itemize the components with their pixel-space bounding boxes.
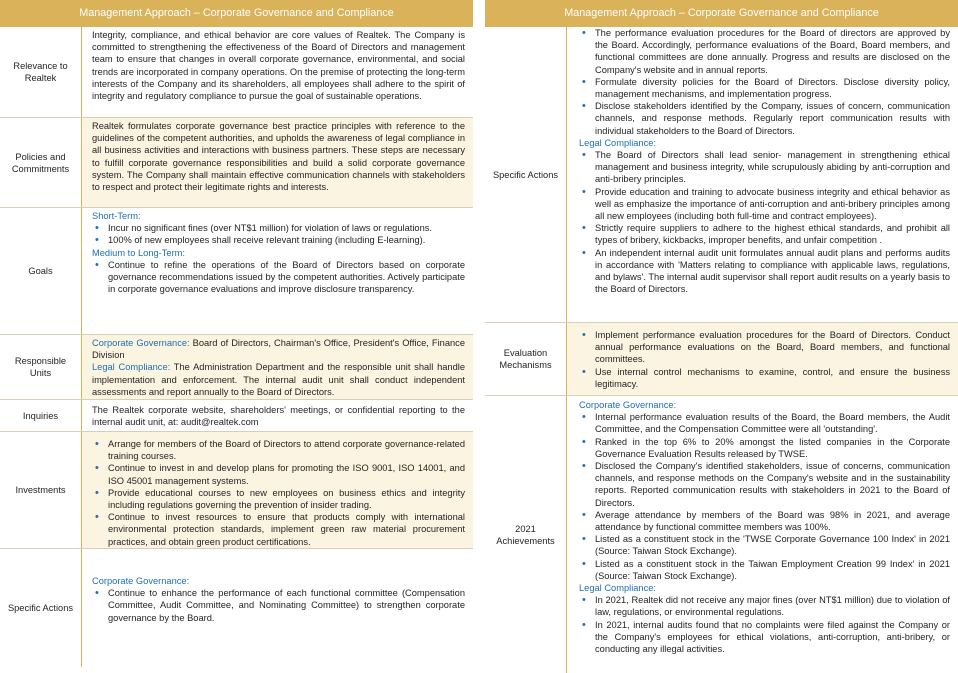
list-item: • Provide education and training to advocate business integrity and ethical behavior as well as emphasize the importance of anti-corruption and anti-bribery principles among all new employees (including both full-time and contract employees).: [579, 186, 950, 223]
row-label: Responsible Units: [0, 335, 82, 399]
evaluation-list: [579, 329, 950, 390]
short-term-list: [92, 222, 465, 246]
list-item: • In 2021, Realtek did not receive any major fines (over NT$1 million) due to violation of law, regulations, or environmental regulations.: [579, 594, 950, 618]
row-label: Specific Actions: [485, 27, 567, 322]
lc-title: Legal Compliance:: [92, 362, 171, 373]
row-investments: [0, 432, 473, 549]
row-content: [82, 208, 473, 334]
list-item: • Provide educational courses to new employees on business ethics and integrity including regulations governing the prevention of insider trading.: [92, 487, 465, 511]
list-item: • Ranked in the top 6% to 20% amongst the listed companies in the Corporate Governance Evaluation Results released by TWSE.: [579, 436, 950, 460]
list-item: • Disclose stakeholders identified by the Company, issues of concern, communication channels, and response methods. Regularly report communication results with individual stakeholders to the Board of Directors.: [579, 100, 950, 137]
list-item: • Listed as a constituent stock in the Taiwan Employment Creation 99 Index' in 2021 (Source: Taiwan Stock Exchange).: [579, 558, 950, 582]
cg-actions-list: [579, 27, 950, 137]
row-label: Specific Actions: [0, 549, 82, 667]
list-item: • Strictly require suppliers to adhere to the highest ethical standards, and prohibit all types of bribery, kickbacks, improper benefits, and unfair competition .: [579, 222, 950, 246]
row-label: Investments: [0, 432, 82, 548]
list-item: • An independent internal audit unit formulates annual audit plans and performs audits in accordance with 'Matters relating to compliance with applicable laws, regulations, and bylaws'. The internal audit supervisor shall report audit results on a yearly basis to the Board of Directors.: [579, 247, 950, 296]
medium-term-title: Medium to Long-Term:: [92, 247, 186, 258]
lc-line: [92, 361, 465, 398]
left-header: Management Approach – Corporate Governance and Compliance: [0, 0, 473, 27]
row-text: The Realtek corporate website, shareholders' meetings, or confidential reporting to the internal audit unit, at: audit@realtek.com: [92, 405, 465, 428]
row-text: Integrity, compliance, and ethical behavior are core values of Realtek. The Company is committed to strengthening the effectiveness of the Board of Directors and management team to ensure that changes in overall corporate governance, environmental, and social trends are incorporated in company operations. On the premise of protecting the long-term interests of the Company and its shareholders, all employees shall adhere to the spirit of integrity and regulatory compliance to pursue the goal of sustainable operations.: [92, 30, 465, 102]
row-evaluation: [485, 323, 958, 396]
row-content: [567, 27, 958, 322]
lc-text: The Administration Department and the responsible unit shall handle implementation and enforcement. The internal audit unit shall conduct independent assessments and report annually to the Board of Directors.: [92, 362, 465, 397]
list-item: • In 2021, internal audits found that no complaints were filed against the Company or the Company's employees for ethical violations, anti-corruption, anti-bribery, or conducting any illegal activities.: [579, 619, 950, 656]
cg-title: Corporate Governance:: [579, 400, 677, 410]
cg-title: Corporate Governance:: [92, 338, 190, 348]
lc-achievements-list: [579, 594, 950, 655]
row-content: [82, 432, 473, 548]
list-item: • Use internal control mechanisms to examine, control, and ensure the business legitimacy.: [579, 366, 950, 390]
list-item: • Continue to refine the operations of the Board of Directors based on corporate governance recommendations issued by the competent authorities. Actively participate in corporate governance evaluations and improve disclosure transparency.: [92, 259, 465, 296]
list-item: • Arrange for members of the Board of Directors to attend corporate governance-related training courses.: [92, 438, 465, 462]
row-content: [82, 335, 473, 399]
right-panel: [485, 0, 958, 673]
list-item: • 100% of new employees shall receive relevant training (including E-learning).: [92, 234, 465, 246]
list-item: • Formulate diversity policies for the Board of Directors. Disclose diversity policy, management mechanisms, and implementation progress.: [579, 76, 950, 100]
cg-achievements-list: [579, 411, 950, 582]
row-content: [567, 396, 958, 673]
row-content: [82, 549, 473, 667]
row-label: Relevance to Realtek: [0, 27, 82, 117]
list-item: • The performance evaluation procedures for the Board of directors are approved by the Board. Accordingly, performance evaluations of the Board, Board members, and functional committees are done annually. Progress and results are disclosed on the Company's website and in annual reports.: [579, 27, 950, 76]
row-label: Goals: [0, 208, 82, 334]
investments-list: [92, 438, 465, 548]
right-header: Management Approach – Corporate Governance and Compliance: [485, 0, 958, 27]
row-content: [567, 323, 958, 395]
row-label: 2021 Achievements: [485, 396, 567, 673]
row-goals: [0, 208, 473, 335]
cg-title: Corporate Governance:: [92, 576, 190, 586]
list-item: • Implement performance evaluation procedures for the Board of Directors. Conduct annual performance evaluations on the Board, Board members, and functional committees.: [579, 329, 950, 366]
row-specific-actions-cont: [485, 27, 958, 323]
list-item: • Internal performance evaluation results of the Board, the Board members, the Audit Committee, and the Compensation Committee were all 'outstanding'.: [579, 411, 950, 435]
list-item: • Listed as a constituent stock in the 'TWSE Corporate Governance 100 Index' in 2021 (Source: Taiwan Stock Exchange).: [579, 533, 950, 557]
list-item: • Average attendance by members of the Board was 98% in 2021, and average attendance by functional committee members was 100%.: [579, 509, 950, 533]
list-item: • Continue to invest resources to ensure that products comply with international environmental protection standards, implement green raw material procurement practices, and obtain green product certifications.: [92, 511, 465, 548]
row-inquiries: [0, 400, 473, 432]
row-achievements: [485, 396, 958, 673]
list-item: • Continue to invest in and develop plans for promoting the ISO 9001, ISO 14001, and ISO 45001 management systems.: [92, 462, 465, 486]
list-item: • The Board of Directors shall lead senior- management in strengthening ethical management and business integrity, while scrupulously abiding by anti-corruption and anti-bribery principles.: [579, 149, 950, 186]
list-item: • Disclosed the Company's identified stakeholders, issue of concerns, communication channels, and response methods on the Company's website and in the sustainability reports. Reported communication results with stakeholders in 2021 to the Board of Directors.: [579, 460, 950, 509]
row-policies: [0, 118, 473, 208]
row-label: Evaluation Mechanisms: [485, 323, 567, 395]
cg-text: Board of Directors, Chairman's Office, President's Office, Finance Division: [92, 338, 465, 361]
short-term-title: Short-Term:: [92, 211, 141, 221]
cg-line: [92, 337, 465, 361]
medium-term-list: [92, 259, 465, 296]
lc-title: Legal Compliance:: [579, 137, 657, 148]
row-responsible-units: [0, 335, 473, 400]
row-specific-actions: [0, 549, 473, 667]
list-item: • Continue to enhance the performance of each functional committee (Compensation Committee, Audit Committee, and Nominating Committee) to strengthen corporate governance by the Board.: [92, 587, 465, 624]
lc-title: Legal Compliance:: [579, 583, 657, 594]
row-label: Policies and Commitments: [0, 118, 82, 207]
actions-list: [92, 587, 465, 624]
lc-actions-list: [579, 149, 950, 295]
row-relevance: [0, 27, 473, 118]
list-item: • Incur no significant fines (over NT$1 million) for violation of laws or regulations.: [92, 222, 465, 234]
left-panel: [0, 0, 473, 667]
row-text: Realtek formulates corporate governance best practice principles with reference to the guidelines of the competent authorities, and upholds the awareness of legal compliance in all business activities and interactions with business partners. These steps are necessary to fulfill corporate governance responsibilities and build a solid corporate governance system. The Company shall maintain effective communication channels with stakeholders to respect and protect their legitimate rights and interests.: [82, 118, 473, 207]
row-label: Inquiries: [0, 400, 82, 431]
